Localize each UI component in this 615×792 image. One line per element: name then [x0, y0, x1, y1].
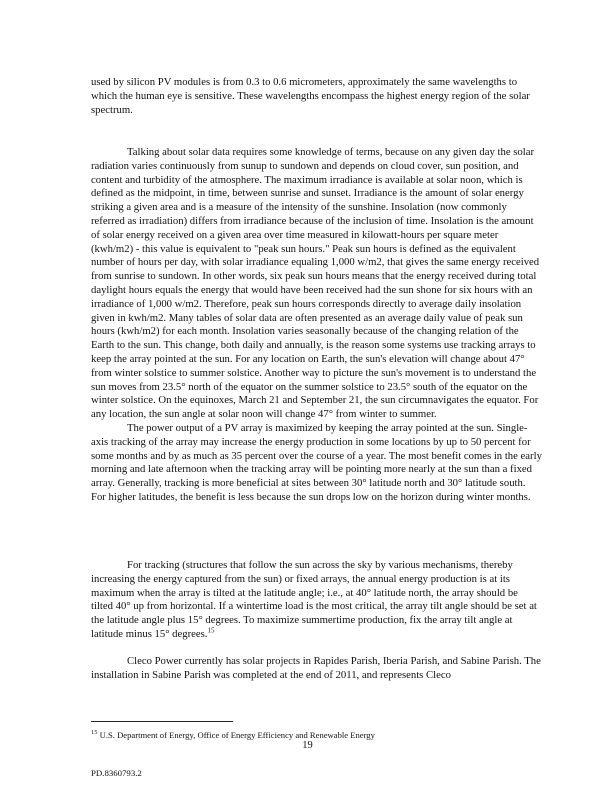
- paragraph-cleco-projects: Cleco Power currently has solar projects in Rapides Parish, Iberia Parish, and Sabine Parish. The installation in Sabine Parish was completed at the end of 2011, and represents Cleco: [91, 655, 541, 681]
- paragraph-pv-tracking: The power output of a PV array is maximized by keeping the array pointed at the sun. Single-axis tracking of the array may increase the energy production in some locations by up to 50 percent for some months and by as much as 35 percent over the course of a year. The most benefit comes in the early morning and late afternoon when the tracking array will be pointing more nearly at the sun than a fixed array. Generally, tracking is more beneficial at sites between 30° latitude north and 30° latitude south. For higher latitudes, the benefit is less because the sun drops low on the horizon during winter months.: [91, 422, 542, 503]
- footnote-divider: [91, 721, 233, 722]
- paragraph-solar-terms: Talking about solar data requires some knowledge of terms, because on any given day the solar radiation varies continuously from sunup to sundown and depends on cloud cover, sun position, and content and turbidity of the atmosphere. The maximum irradiance is available at solar noon, which is defined as the midpoint, in time, between sunrise and sunset. Irradiance is the amount of solar energy striking a given area and is a measure of the intensity of the sunshine. Insolation (now commonly referred as irradiation) differs from irradiance because of the inclusion of time. Insolation is the amount of solar energy received on a given area over time measured in kilowatt-hours per square meter (kwh/m2) - this value is equivalent to "peak sun hours." Peak sun hours is defined as the equivalent number of hours per day, with solar irradiance equaling 1,000 w/m2, that gives the same energy received from sunrise to sundown. In other words, six peak sun hours means that the energy received during total daylight hours equals the energy that would have been received had the sun shone for six hours with an irradiance of 1,000 w/m2. Therefore, peak sun hours corresponds directly to average daily insolation given in kwh/m2. Many tables of solar data are often presented as an average daily value of peak sun hours (kwh/m2) for each month. Insolation varies seasonally because of the changing relation of the Earth to the sun. This change, both daily and annually, is the reason some systems use tracking arrays to keep the array pointed at the sun. For any location on Earth, the sun's elevation will change about 47° from winter solstice to summer solstice. Another way to picture the sun's movement is to understand the sun moves from 23.5° north of the equator on the summer solstice to 23.5° south of the equator on the winter solstice. On the equinoxes, March 21 and September 21, the sun circumnavigates the equator. For any location, the sun angle at solar noon will change 47° from winter to summer.: [91, 146, 540, 421]
- paragraph-tilt-angle: [91, 559, 542, 642]
- paragraph-tilt-angle-text: For tracking (structures that follow the sun across the sky by various mechanisms, thereby increasing the energy captured from the sun) or fixed arrays, the annual energy production is at its maximum when the array is tilted at the latitude angle; i.e., at 40° latitude north, the array should be tilted 40° up from horizontal. If a wintertime load is the most critical, the array tilt angle should be set at the latitude angle plus 15° degrees. To maximize summertime production, fix the array tilt angle at latitude minus 15° degrees.: [91, 559, 537, 640]
- footnote-reference[interactable]: 15: [207, 626, 215, 635]
- footnote-text: U.S. Department of Energy, Office of Energy Efficiency and Renewable Energy: [99, 730, 375, 740]
- footnote-number: 15: [91, 729, 98, 737]
- page-number: 19: [302, 740, 313, 751]
- paragraph-continuation: used by silicon PV modules is from 0.3 to 0.6 micrometers, approximately the same wavelengths to which the human eye is sensitive. These wavelengths encompass the highest energy region of the solar spectrum.: [91, 76, 530, 116]
- document-id: PD.8360793.2: [91, 768, 142, 778]
